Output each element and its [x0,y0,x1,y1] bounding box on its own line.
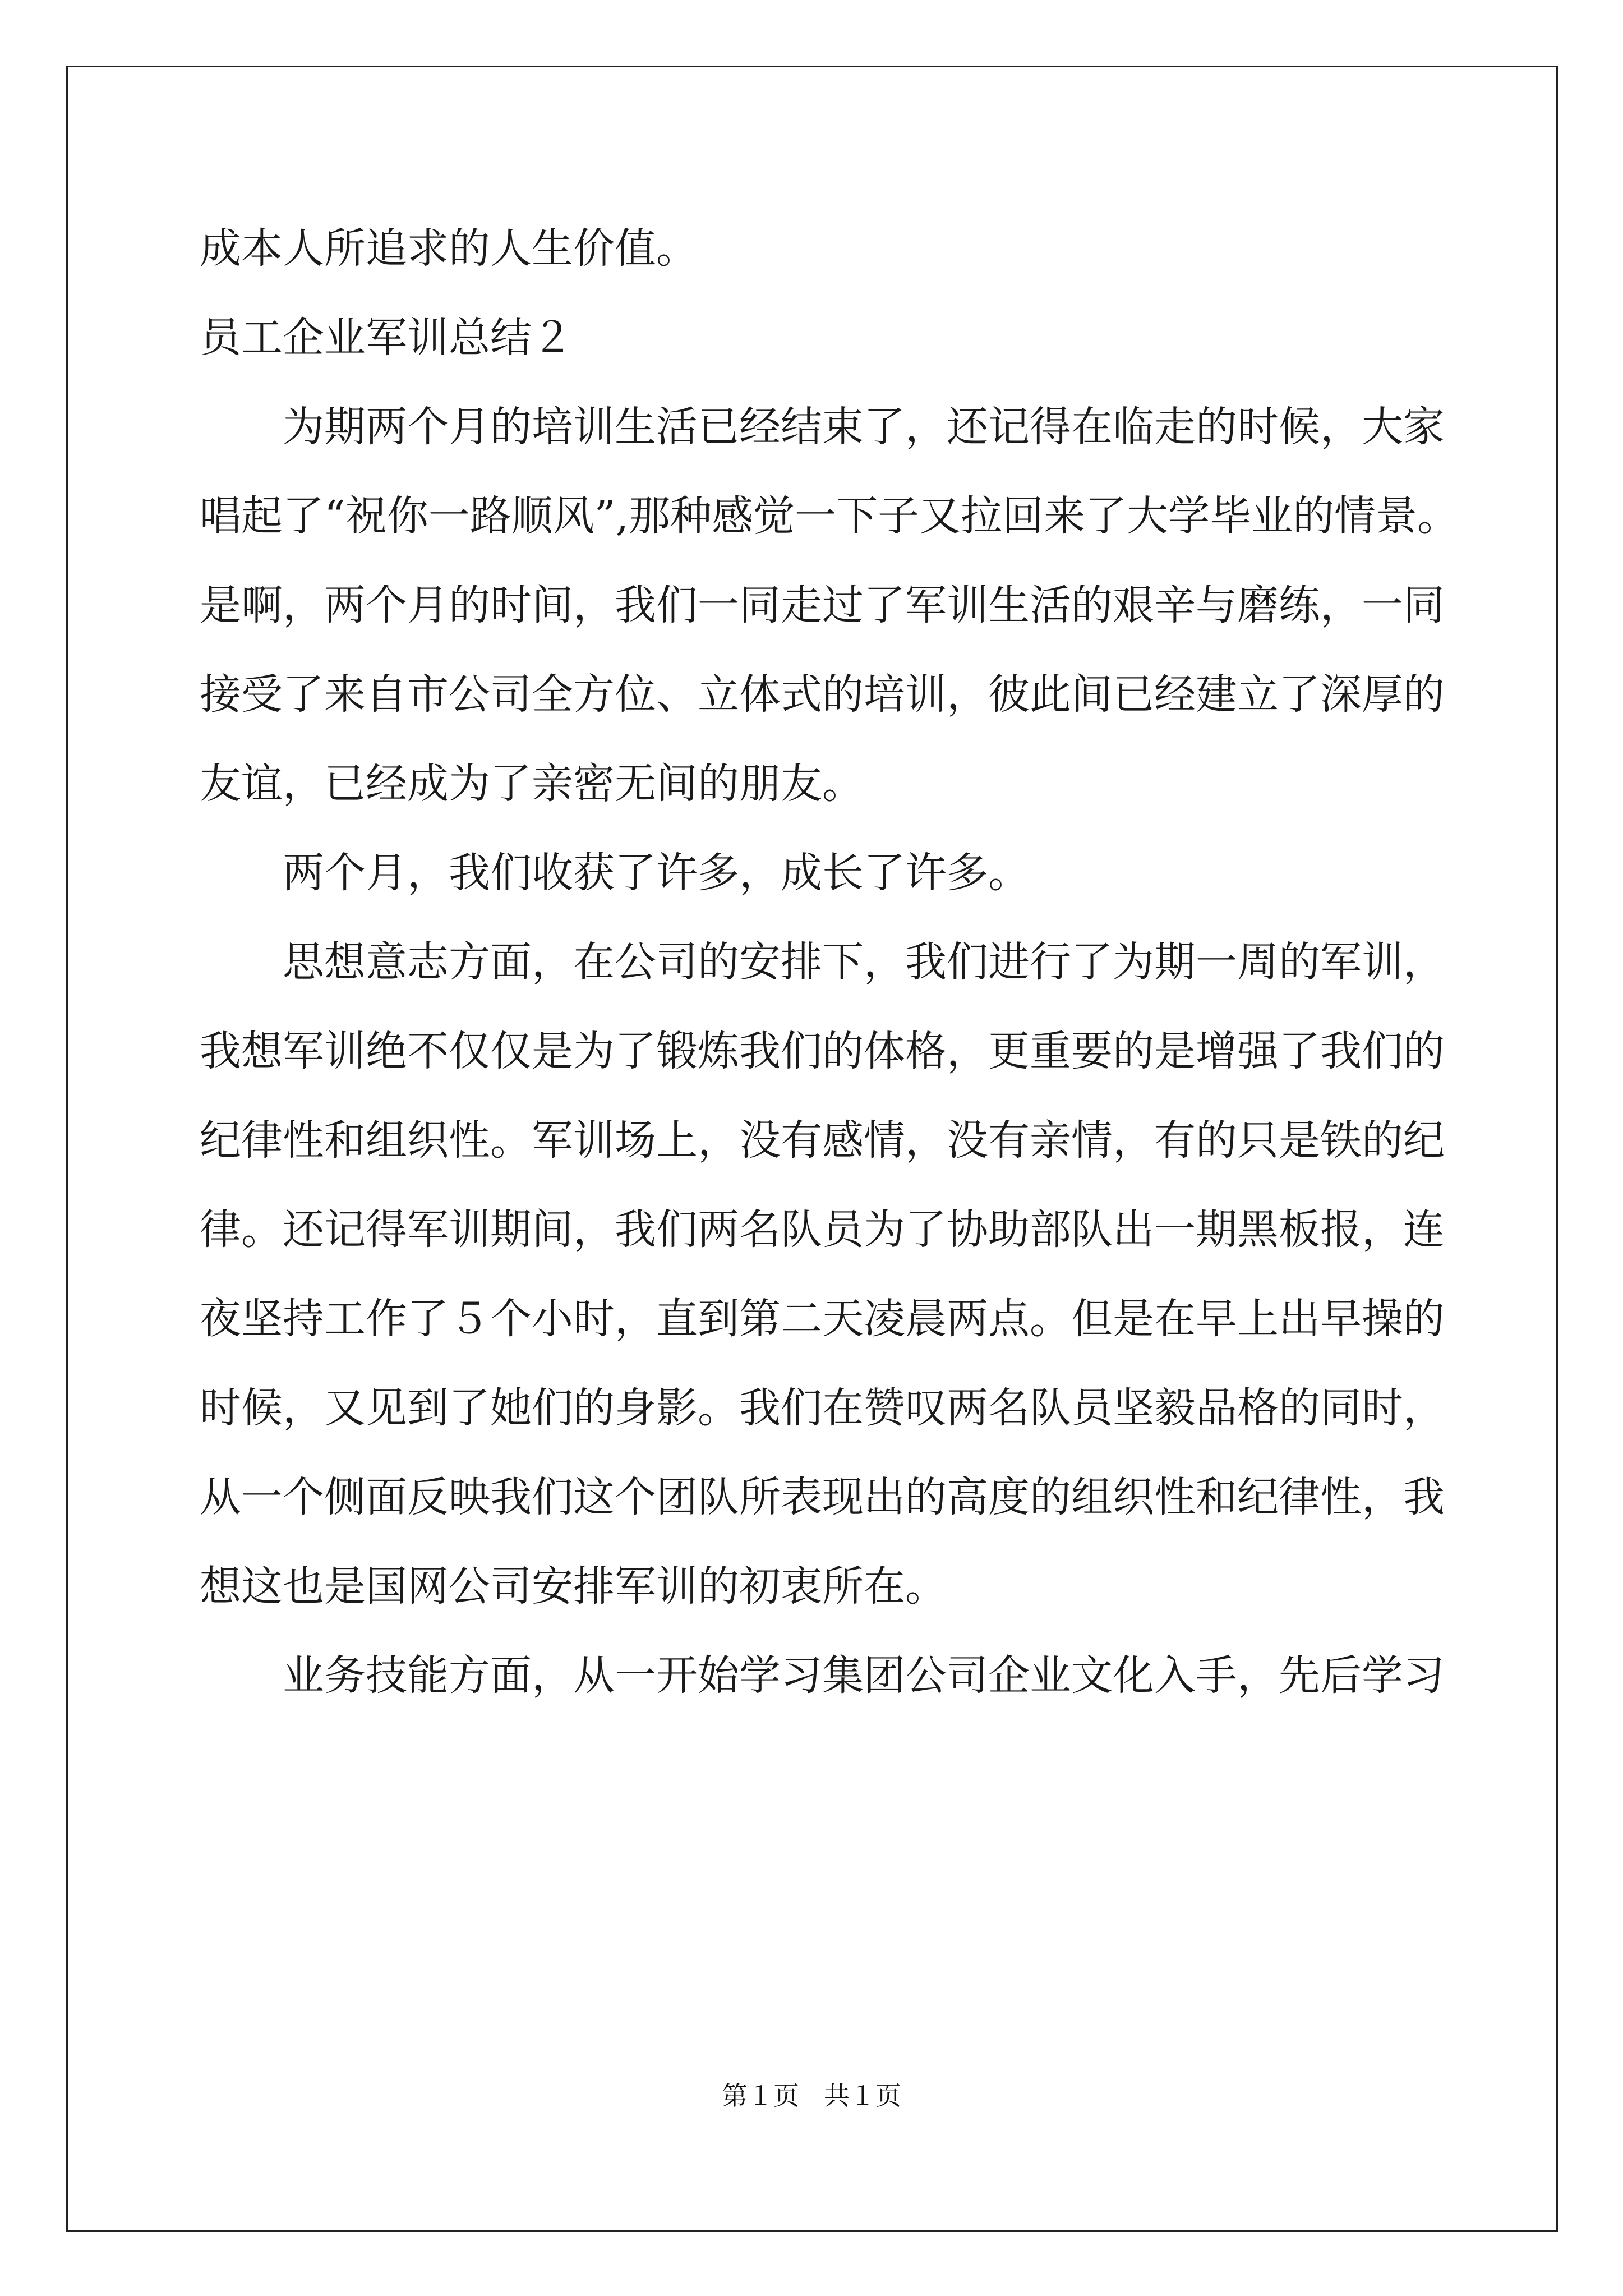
paragraph-3-line-7: 从一个侧面反映我们这个团队所表现出的高度的组织性和纪律性，我 [200,1473,1445,1521]
section-heading: 员工企业军训总结２ [200,314,573,362]
paragraph-1-line-4: 接受了来自市公司全方位、立体式的培训，彼此间已经建立了深厚的 [200,670,1445,719]
total-pages: 共１页 [824,2082,901,2110]
paragraph-3-line-2: 我想军训绝不仅仅是为了锻炼我们的体格，更重要的是增强了我们的 [200,1027,1445,1075]
paragraph-3-line-6: 时候，又见到了她们的身影。我们在赞叹两名队员坚毅品格的同时， [200,1384,1445,1432]
page-number: 第１页 [722,2082,799,2110]
paragraph-3-line-5: 夜坚持工作了５个小时，直到第二天凌晨两点。但是在早上出早操的 [200,1295,1445,1343]
paragraph-1-line-2: 唱起了“祝你一路顺风”,那种感觉一下子又拉回来了大学毕业的情景。 [200,492,1459,540]
paragraph-3-line-3: 纪律性和组织性。军训场上，没有感情，没有亲情，有的只是铁的纪 [200,1116,1445,1165]
text-line-1: 成本人所追求的人生价值。 [200,224,698,273]
paragraph-1-line-1: 为期两个月的培训生活已经结束了，还记得在临走的时候，大家 [283,403,1445,451]
paragraph-4-line-1: 业务技能方面，从一开始学习集团公司企业文化入手，先后学习 [283,1651,1445,1700]
page-footer [0,2076,1623,2113]
paragraph-3-line-8: 想这也是国网公司安排军训的初衷所在。 [200,1562,947,1611]
paragraph-2-line-1: 两个月，我们收获了许多，成长了许多。 [283,849,1030,897]
paragraph-1-line-5: 友谊，已经成为了亲密无间的朋友。 [200,760,864,808]
paragraph-1-line-3: 是啊，两个月的时间，我们一同走过了军训生活的艰辛与磨练，一同 [200,581,1445,629]
paragraph-3-line-4: 律。还记得军训期间，我们两名队员为了协助部队出一期黑板报，连 [200,1205,1445,1254]
paragraph-3-line-1: 思想意志方面，在公司的安排下，我们进行了为期一周的军训， [283,938,1445,986]
